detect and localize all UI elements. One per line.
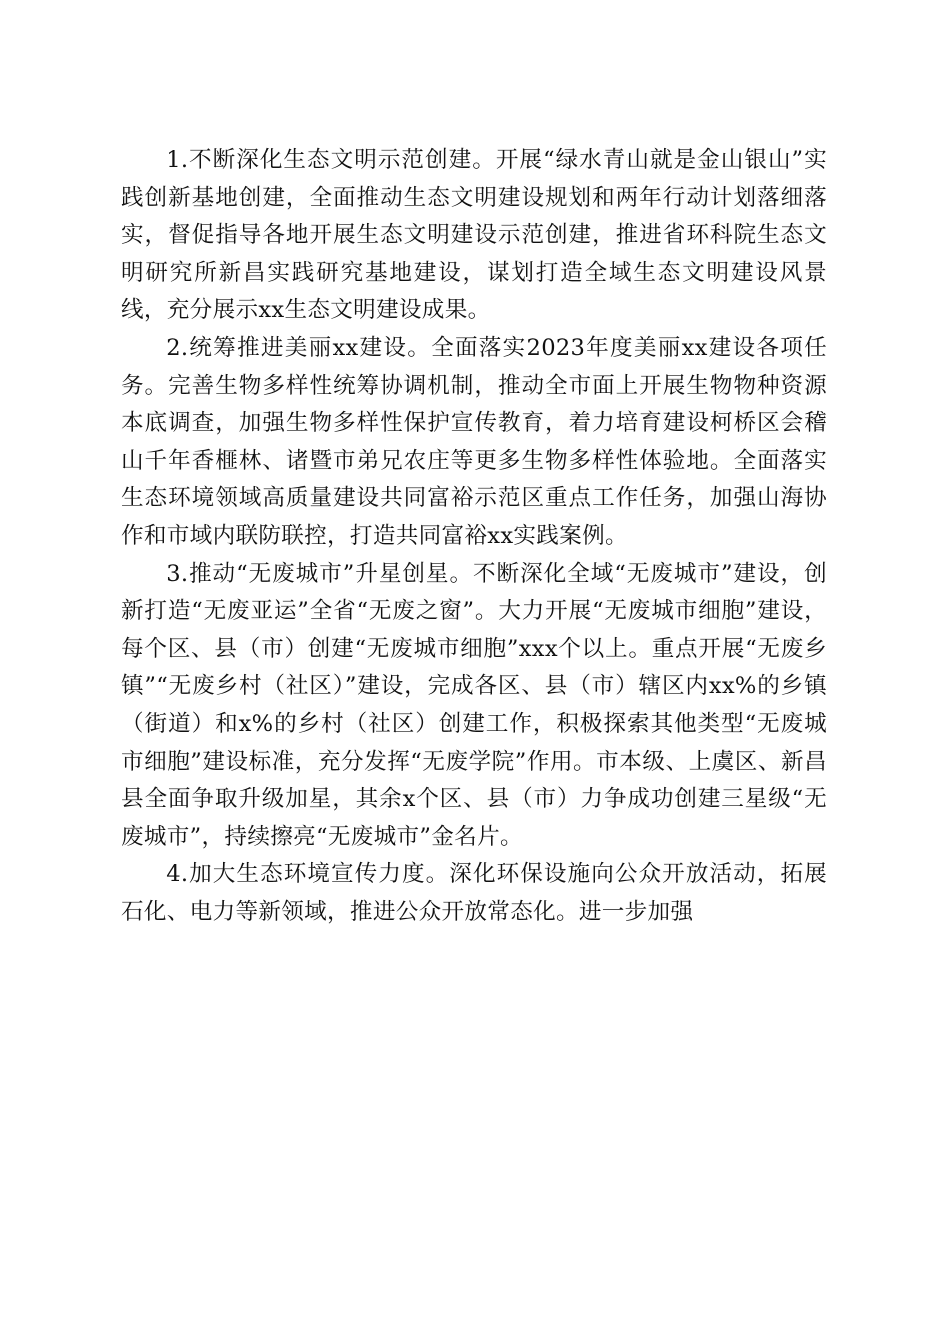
paragraph-1: 1.不断深化生态文明示范创建。开展“绿水青山就是金山银山”实践创新基地创建，全面推动生态文明建设规划和两年行动计划落细落实，督促指导各地开展生态文明建设示范创建，推进省环科院生态文明研究所新昌实践研究基地建设，谋划打造全域生态文明建设风景线，充分展示xx生态文明建设成果。 xyxy=(121,147,827,324)
document-body xyxy=(121,142,827,931)
paragraph-4: 4.加大生态环境宣传力度。深化环保设施向公众开放活动，拓展石化、电力等新领域，推进公众开放常态化。进一步加强 xyxy=(121,861,827,925)
paragraph-3: 3.推动“无废城市”升星创星。不断深化全域“无废城市”建设，创新打造“无废亚运”全省“无废之窗”。大力开展“无废城市细胞”建设，每个区、县（市）创建“无废城市细胞”xxx个以上。重点开展“无废乡镇”“无废乡村（社区）”建设，完成各区、县（市）辖区内xx%的乡镇（街道）和x%的乡村（社区）创建工作，积极探索其他类型“无废城市细胞”建设标准，充分发挥“无废学院”作用。市本级、上虞区、新昌县全面争取升级加星，其余x个区、县（市）力争成功创建三星级“无废城市”，持续擦亮“无废城市”金名片。 xyxy=(121,560,827,850)
paragraph-2: 2.统筹推进美丽xx建设。全面落实2023年度美丽xx建设各项任务。完善生物多样性统筹协调机制，推动全市面上开展生物物种资源本底调查，加强生物多样性保护宣传教育，着力培育建设柯桥区会稽山千年香榧林、诸暨市弟兄农庄等更多生物多样性体验地。全面落实生态环境领域高质量建设共同富裕示范区重点工作任务，加强山海协作和市域内联防联控，打造共同富裕xx实践案例。 xyxy=(121,334,827,549)
